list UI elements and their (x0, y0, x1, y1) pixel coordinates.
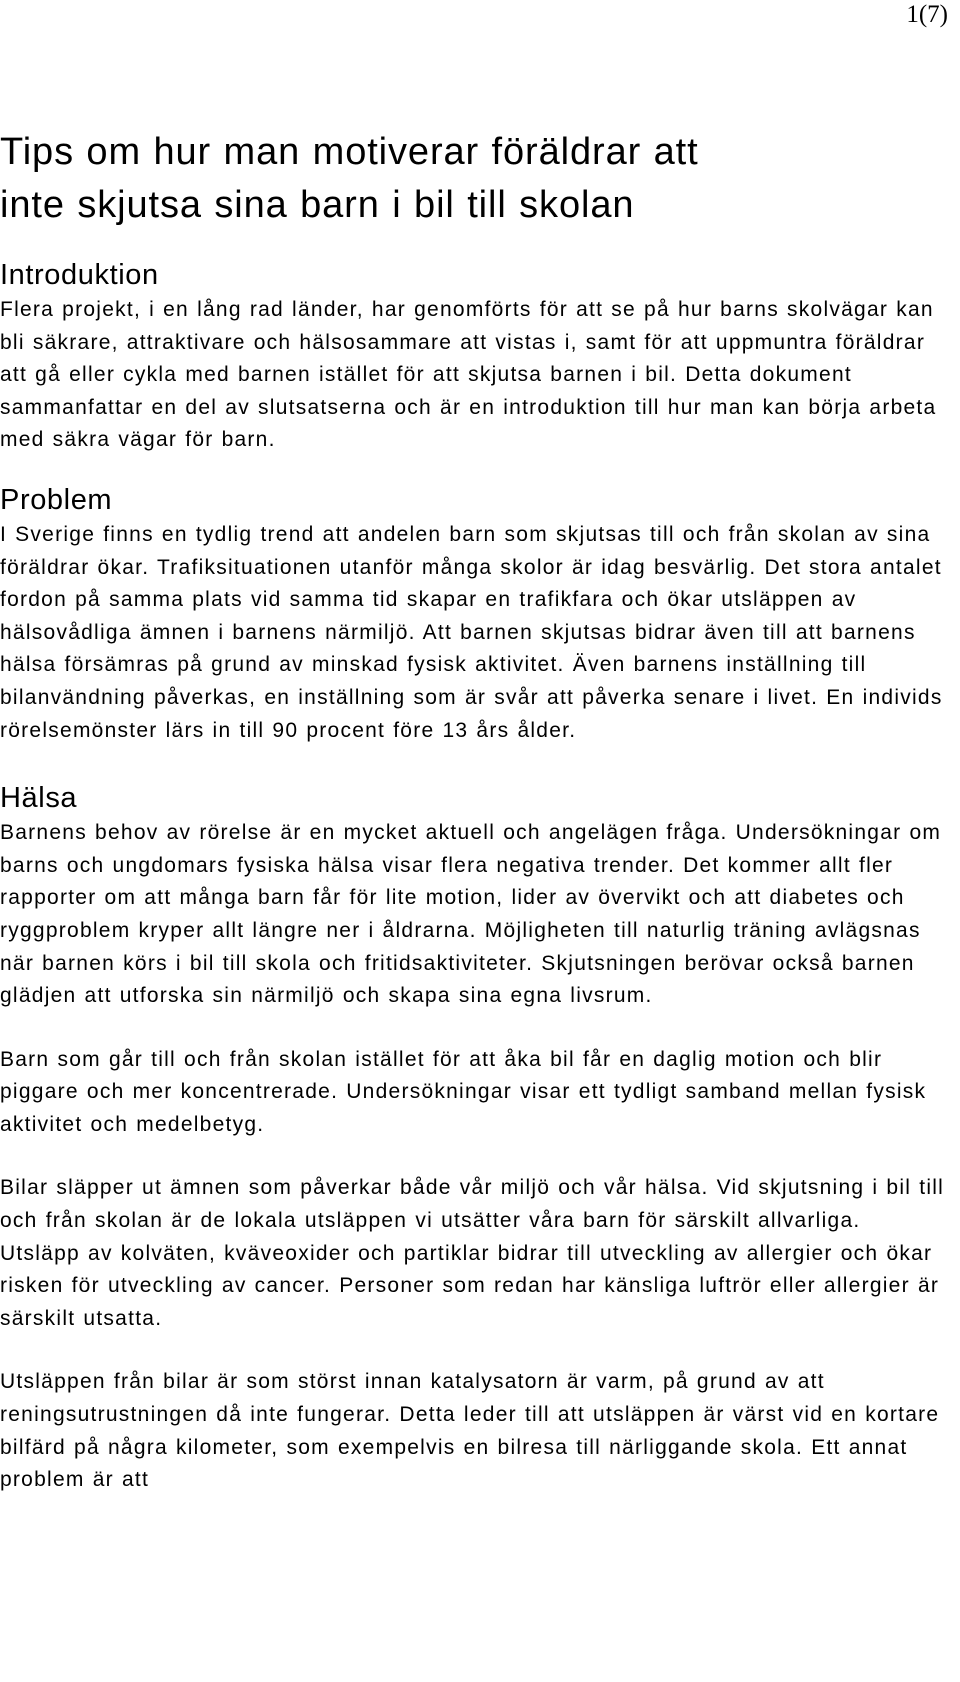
section-heading-halsa: Hälsa (0, 782, 78, 815)
section-problem (0, 481, 948, 747)
paragraph: Utsläppen från bilar är som störst innan katalysatorn är varm, på grund av att reningsutrustningen då inte fungerar. Detta leder till att utsläppen är värst vid en kortare bilfärd på några kilometer, som exempelvis en bilresa till närliggande skola. Ett annat problem är att (0, 1370, 940, 1492)
paragraph: Flera projekt, i en lång rad länder, har genomförts för att se på hur barns skolvägar kan bli säkrare, attraktivare och hälsosammare att vistas i, samt för att uppmuntra föräldrar att gå eller cykla med barnen istället för att skjutsa barnen i bil. Detta dokument sammanfattar en del av slutsatserna och är en introduktion till hur man kan börja arbeta med säkra vägar för barn. (0, 298, 937, 452)
section-heading-problem: Problem (0, 483, 113, 516)
document-title (0, 126, 948, 232)
section-halsa (0, 779, 948, 1497)
section-heading-introduktion: Introduktion (0, 259, 159, 291)
paragraph: Barn som går till och från skolan istället för att åka bil får en daglig motion och blir piggare och mer koncentrerade. Undersökningar visar ett tydligt samband mellan fysisk aktivitet och medelbetyg. (0, 1047, 927, 1136)
paragraph: Barnens behov av rörelse är en mycket aktuell och angelägen fråga. Undersökningar om barns och ungdomars fysiska hälsa visar flera negativa trender. Det kommer allt fler rapporter om att många barn får för lite motion, lider av övervikt och att diabetes och ryggproblem kryper allt längre ner i åldrarna. Möjligheten till naturlig träning avlägsnas när barnen körs i bil till skola och fritidsaktiviteter. Skjutsningen berövar också barnen glädjen att utforska sin närmiljö och skapa sina egna livsrum. (0, 821, 942, 1008)
document-body (0, 126, 948, 1497)
title-line-2: inte skjutsa sina barn i bil till skolan (0, 184, 635, 226)
section-introduktion (0, 256, 948, 457)
paragraph: I Sverige finns en tydlig trend att andelen barn som skjutsas till och från skolan av sina föräldrar ökar. Trafiksituationen utanför många skolor är idag besvärlig. Det stora antalet fordon på samma plats vid samma tid skapar en trafikfara och ökar utsläppen av hälsovådliga ämnen i barnens närmiljö. Att barnen skjutsas bidrar även till att barnens hälsa försämras på grund av minskad fysisk aktivitet. Även barnens inställning till bilanvändning påverkas, en inställning som är svår att påverka senare i livet. En individs rörelsemönster lärs in till 90 procent före 13 års ålder. (0, 522, 943, 742)
paragraph: Bilar släpper ut ämnen som påverkar både vår miljö och vår hälsa. Vid skjutsning i bil till och från skolan är de lokala utsläppen vi utsätter våra barn för särskilt allvarliga. Utsläpp av kolväten, kväveoxider och partiklar bidrar till utveckling av allergier och ökar risken för utveckling av cancer. Personer som redan har känsliga luftrör eller allergier är särskilt utsatta. (0, 1176, 945, 1330)
title-line-1: Tips om hur man motiverar föräldrar att (0, 131, 699, 173)
page-number: 1(7) (906, 1, 948, 28)
